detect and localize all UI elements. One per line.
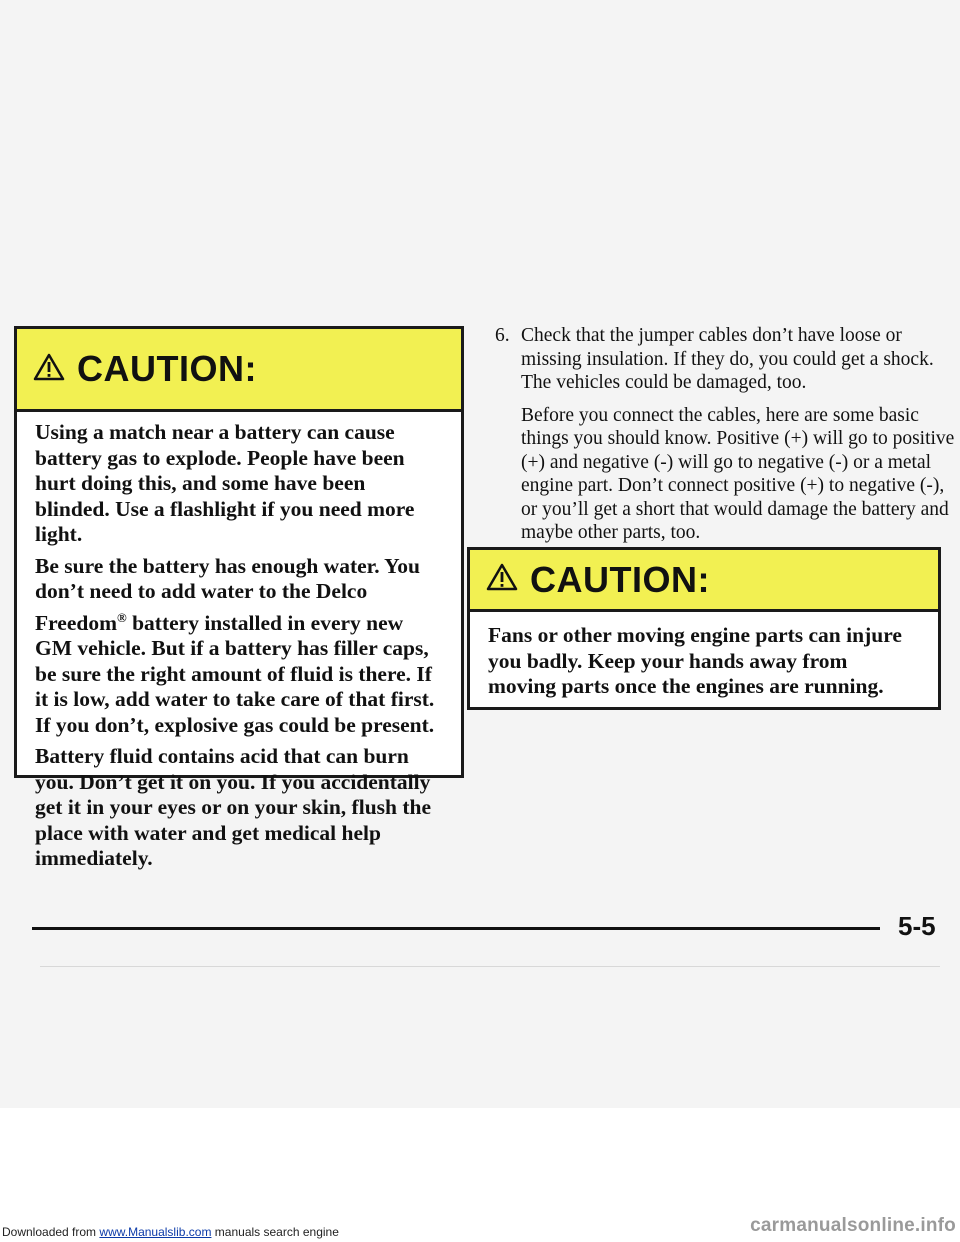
registered-mark: ® xyxy=(117,609,127,625)
caution-paragraph: Fans or other moving engine parts can injure you badly. Keep your hands away from moving parts once the engines are running. xyxy=(488,623,902,698)
caution-paragraph: Be sure the battery has enough water. You don’t need to add water to the Delco Freedom® battery installed in every new GM vehicle. But if a battery has filler caps, be sure the right amount of fluid is there. If it is low, add water to take care of that first. If you don’t, explosive gas could be present. xyxy=(35,553,435,737)
step-paragraph: Before you connect the cables, here are some basic things you should know. Positive (+) will go to positive (+) and negative (-) will go to negative (-) or a metal engine part. Don’t connect positive (+) to negative (-), or you’ll get a short that would damage the battery and maybe other parts, too. xyxy=(521,404,955,543)
footer-rule xyxy=(32,927,880,930)
caution-box-fans xyxy=(467,547,941,710)
caution-box-battery xyxy=(14,326,464,871)
step-text: Check that the jumper cables don’t have loose or missing insulation. If they do, you could get a shock. The vehicles could be damaged, too. xyxy=(521,325,934,393)
caution-header xyxy=(470,550,938,612)
caution-body xyxy=(17,412,461,872)
manualslib-link[interactable]: www.Manualslib.com xyxy=(99,1225,212,1239)
caution-body xyxy=(470,612,938,700)
caution-paragraph: Using a match near a battery can cause battery gas to explode. People have been hurt doing this, and some have been blinded. Use a flashlight if you need more light. xyxy=(35,420,415,546)
step-6 xyxy=(495,324,955,545)
download-banner xyxy=(0,1215,960,1242)
download-notice: Downloaded from www.Manualslib.com manuals search engine xyxy=(2,1225,339,1239)
watermark-text: carmanualsonline.info xyxy=(750,1215,956,1236)
caution-title: CAUTION: xyxy=(77,348,257,389)
warning-triangle-icon xyxy=(486,562,518,597)
caution-paragraph: Battery fluid contains acid that can burn you. Don’t get it on you. If you accidentally get it in your eyes or on your skin, flush the place with water and get medical help immediately. xyxy=(35,744,432,871)
warning-triangle-icon xyxy=(33,352,65,387)
faint-rule xyxy=(40,966,940,967)
step-number: 6. xyxy=(495,325,510,346)
caution-header xyxy=(17,329,461,412)
page-number: 5-5 xyxy=(898,911,936,941)
caution-title: CAUTION: xyxy=(530,558,710,600)
